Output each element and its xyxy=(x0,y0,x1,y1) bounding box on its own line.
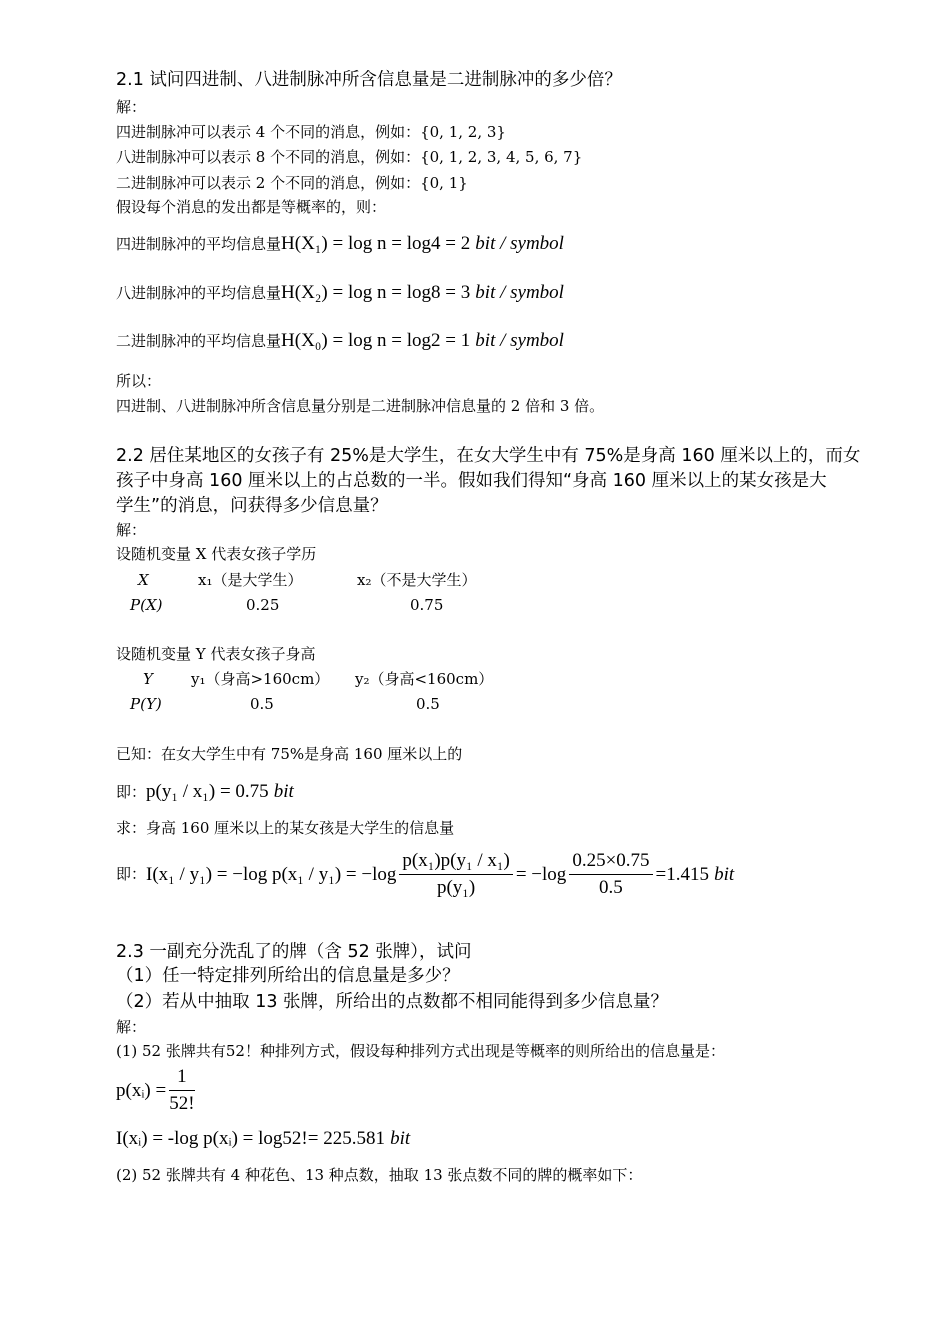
table-x-value: 0.25 xyxy=(246,596,280,614)
formula-unit: bit / symbol xyxy=(475,282,564,303)
problem-2-2-question-line: 学生”的消息，问获得多少信息量？ xyxy=(116,496,388,516)
table-y-value: 0.5 xyxy=(250,695,274,713)
text-line: 八进制脉冲可以表示 8 个不同的消息，例如：{0, 1, 2, 3, 4, 5, 6, 7} xyxy=(116,148,583,166)
formula-unit: bit xyxy=(390,1128,411,1149)
formula-lhs: I(x₁ / y₁) = −log p(x₁ / y₁) = −log xyxy=(146,863,397,885)
fraction xyxy=(399,850,512,899)
table-y-header-y2: y₂（身高<160cm） xyxy=(355,670,494,688)
formula-information-quantity xyxy=(116,850,734,899)
formula-expression: H(X₂) = log n = log8 = 3 xyxy=(281,282,471,303)
table-x-header-x1: x₁（是大学生） xyxy=(198,571,303,589)
formula-expression: p(y₁ / x₁) = 0.75 xyxy=(146,781,269,802)
formula-expression: H(X₀) = log n = log2 = 1 xyxy=(281,330,471,351)
problem-2-2-question-line: 2.2 居住某地区的女孩子有 25%是大学生，在女大学生中有 75%是身高 160 厘米以上的，而女 xyxy=(116,446,861,466)
text-line: 所以： xyxy=(116,372,162,390)
fraction xyxy=(569,850,652,899)
fraction-denominator: 52! xyxy=(169,1092,195,1114)
formula-prefix: 四进制脉冲的平均信息量 xyxy=(116,235,282,253)
fraction-denominator: p(y₁) xyxy=(436,876,476,898)
formula-permutation-probability xyxy=(116,1066,198,1115)
table-y-row-label: P(Y) xyxy=(130,695,162,713)
solution-label: 解： xyxy=(116,521,147,539)
text-line: 已知：在女大学生中有 75%是身高 160 厘米以上的 xyxy=(116,745,463,763)
formula-unit: bit / symbol xyxy=(475,330,564,351)
fraction xyxy=(169,1066,194,1115)
formula-unit: bit xyxy=(714,863,735,885)
formula-prefix: 二进制脉冲的平均信息量 xyxy=(116,332,282,350)
text-line: 设随机变量 Y 代表女孩子身高 xyxy=(116,645,316,663)
formula-conditional-prob xyxy=(116,782,294,801)
fraction-numerator: 1 xyxy=(169,1066,194,1091)
text-line: 四进制脉冲可以表示 4 个不同的消息，例如：{0, 1, 2, 3} xyxy=(116,123,506,141)
formula-self-information xyxy=(116,1129,410,1148)
formula-prefix: 即： xyxy=(116,864,147,883)
fraction-denominator: 0.5 xyxy=(599,876,623,898)
formula-mid: = −log xyxy=(515,863,567,885)
table-x-header-var: X xyxy=(138,571,149,589)
solution-label: 解： xyxy=(116,98,147,116)
text-line: 二进制脉冲可以表示 2 个不同的消息，例如：{0, 1} xyxy=(116,174,468,192)
table-x-row-label: P(X) xyxy=(130,596,163,614)
table-y-value: 0.5 xyxy=(416,695,440,713)
text-line: (2) 52 张牌共有 4 种花色、13 种点数，抽取 13 张点数不同的牌的概率如下： xyxy=(116,1166,643,1184)
text-line: 设随机变量 X 代表女孩子学历 xyxy=(116,545,317,563)
formula-unit: bit / symbol xyxy=(475,233,564,254)
problem-2-3-question-line: 2.3 一副充分洗乱了的牌（含 52 张牌），试问 xyxy=(116,942,472,962)
problem-2-2-question-line: 孩子中身高 160 厘米以上的占总数的一半。假如我们得知“身高 160 厘米以上的某女孩是大 xyxy=(116,471,827,491)
formula-prefix: 即： xyxy=(116,783,147,801)
table-y-header-var: Y xyxy=(143,670,153,688)
formula-unit: bit xyxy=(273,781,294,802)
formula-result: =1.415 xyxy=(655,863,709,885)
table-x-header-x2: x₂（不是大学生） xyxy=(357,571,477,589)
text-line: (1) 52 张牌共有52！种排列方式，假设每种排列方式出现是等概率的则所给出的信息量是： xyxy=(116,1042,725,1060)
fraction-numerator: p(x₁)p(y₁ / x₁) xyxy=(399,850,512,875)
solution-label: 解： xyxy=(116,1018,147,1036)
text-line: 求：身高 160 厘米以上的某女孩是大学生的信息量 xyxy=(116,819,455,837)
table-x-value: 0.75 xyxy=(410,596,444,614)
problem-2-3-question-line: （1）任一特定排列所给出的信息量是多少？ xyxy=(116,966,460,986)
fraction-numerator: 0.25×0.75 xyxy=(569,850,652,875)
formula-expression: I(xᵢ) = -log p(xᵢ) = log52!= 225.581 xyxy=(116,1128,385,1149)
formula-expression: H(X₁) = log n = log4 = 2 xyxy=(281,233,471,254)
formula-octal xyxy=(116,283,564,302)
formula-prefix: 八进制脉冲的平均信息量 xyxy=(116,284,282,302)
table-y-header-y1: y₁（身高>160cm） xyxy=(191,670,330,688)
text-line: 假设每个消息的发出都是等概率的，则： xyxy=(116,198,387,216)
conclusion-line: 四进制、八进制脉冲所含信息量分别是二进制脉冲信息量的 2 倍和 3 倍。 xyxy=(116,397,605,415)
problem-2-3-question-line: （2）若从中抽取 13 张牌，所给出的点数都不相同能得到多少信息量？ xyxy=(116,992,669,1012)
formula-quaternary xyxy=(116,234,564,253)
formula-lhs: p(xᵢ) = xyxy=(116,1079,167,1101)
problem-2-1-question: 2.1 试问四进制、八进制脉冲所含信息量是二进制脉冲的多少倍？ xyxy=(116,70,622,90)
formula-binary xyxy=(116,331,564,350)
